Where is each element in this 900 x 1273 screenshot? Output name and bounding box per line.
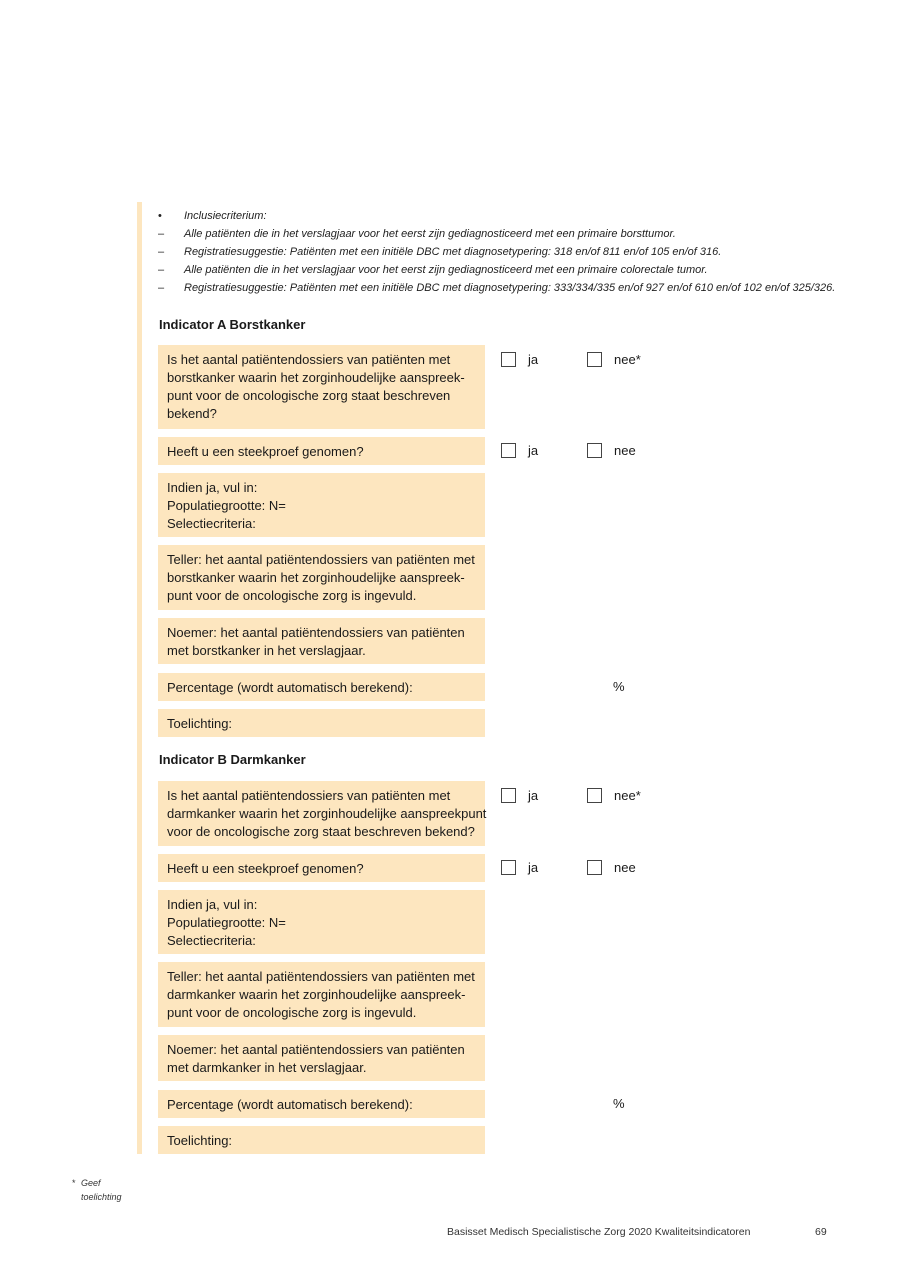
criteria-item bbox=[158, 243, 858, 261]
question-line: met darmkanker in het verslagjaar. bbox=[167, 1060, 367, 1075]
criteria-text: Alle patiënten die in het verslagjaar voor het eerst zijn gediagnosticeerd met een primaire colorectale tumor. bbox=[184, 264, 708, 276]
indicator-a-title: Indicator A Borstkanker bbox=[159, 317, 306, 332]
question-line: Teller: het aantal patiëntendossiers van patiënten met bbox=[167, 969, 475, 984]
checkbox-no[interactable] bbox=[587, 443, 602, 458]
question-line: Indien ja, vul in: bbox=[167, 897, 258, 912]
bullet: – bbox=[158, 282, 165, 294]
indicator-b-numerator bbox=[158, 962, 485, 1027]
question-line: punt voor de oncologische zorg is ingevuld. bbox=[167, 1005, 417, 1020]
indicator-b-percentage bbox=[158, 1090, 485, 1118]
criteria-text: Registratiesuggestie: Patiënten met een initiële DBC met diagnosetypering: 333/334/335 en/of 927 en/of 610 en/of 102 en/of 325/326. bbox=[184, 282, 836, 294]
criteria-text: Alle patiënten die in het verslagjaar voor het eerst zijn gediagnosticeerd met een primaire borsttumor. bbox=[184, 228, 676, 240]
question-line: Indien ja, vul in: bbox=[167, 480, 258, 495]
footnote-mark: * bbox=[72, 1178, 76, 1188]
criteria-item bbox=[158, 207, 858, 225]
indicator-b-q1-no-option[interactable] bbox=[587, 788, 641, 803]
bullet: – bbox=[158, 246, 165, 258]
question-line: Percentage (wordt automatisch berekend): bbox=[167, 680, 413, 695]
indicator-a-q1-no-option[interactable] bbox=[587, 352, 641, 367]
checkbox-yes[interactable] bbox=[501, 443, 516, 458]
indicator-a-q1-yes-option[interactable] bbox=[501, 352, 538, 367]
indicator-a-population-input[interactable] bbox=[158, 473, 485, 537]
indicator-a-q2-no-option[interactable] bbox=[587, 443, 636, 458]
checkbox-no[interactable] bbox=[587, 352, 602, 367]
option-label: ja bbox=[528, 860, 539, 875]
question-line: Selectiecriteria: bbox=[167, 516, 256, 531]
inclusion-criteria bbox=[158, 207, 858, 297]
footer-title: Basisset Medisch Specialistische Zorg 2020 Kwaliteitsindicatoren bbox=[447, 1226, 751, 1238]
indicator-b-title: Indicator B Darmkanker bbox=[159, 752, 306, 767]
question-line: borstkanker waarin het zorginhoudelijke aanspreek- bbox=[167, 570, 465, 585]
option-label: ja bbox=[528, 443, 539, 458]
question-line: Is het aantal patiëntendossiers van patiënten met bbox=[167, 352, 451, 367]
indicator-b-population-input[interactable] bbox=[158, 890, 485, 954]
question-line: voor de oncologische zorg staat beschreven bekend? bbox=[167, 824, 475, 839]
question-line: Noemer: het aantal patiëntendossiers van patiënten bbox=[167, 625, 465, 640]
indicator-b-q1-yes-option[interactable] bbox=[501, 788, 538, 803]
question-line: Toelichting: bbox=[167, 1133, 233, 1148]
option-label: nee* bbox=[614, 788, 641, 803]
option-label: ja bbox=[528, 352, 539, 367]
question-line: Percentage (wordt automatisch berekend): bbox=[167, 1097, 413, 1112]
checkbox-yes[interactable] bbox=[501, 788, 516, 803]
question-line: Heeft u een steekproef genomen? bbox=[167, 444, 364, 459]
indicator-a-percent-sign: % bbox=[613, 679, 625, 694]
checkbox-yes[interactable] bbox=[501, 860, 516, 875]
indicator-b-question-dossier bbox=[158, 781, 485, 846]
checkbox-no[interactable] bbox=[587, 788, 602, 803]
question-line: bekend? bbox=[167, 406, 217, 421]
indicator-a-question-sample bbox=[158, 437, 485, 465]
question-line: Populatiegrootte: N= bbox=[167, 498, 286, 513]
indicator-a-denominator bbox=[158, 618, 485, 664]
sidebar-accent-bar bbox=[137, 202, 142, 1154]
question-line: punt voor de oncologische zorg staat beschreven bbox=[167, 388, 451, 403]
indicator-b-question-sample bbox=[158, 854, 485, 882]
indicator-b-q2-yes-option[interactable] bbox=[501, 860, 538, 875]
indicator-a-q2-yes-option[interactable] bbox=[501, 443, 538, 458]
criteria-item bbox=[158, 261, 858, 279]
question-line: Teller: het aantal patiëntendossiers van patiënten met bbox=[167, 552, 475, 567]
question-line: Noemer: het aantal patiëntendossiers van patiënten bbox=[167, 1042, 465, 1057]
question-line: darmkanker waarin het zorginhoudelijke aanspreek- bbox=[167, 987, 466, 1002]
question-line: Heeft u een steekproef genomen? bbox=[167, 861, 364, 876]
question-line: borstkanker waarin het zorginhoudelijke aanspreek- bbox=[167, 370, 465, 385]
page-number: 69 bbox=[815, 1226, 827, 1238]
indicator-b-percent-sign: % bbox=[613, 1096, 625, 1111]
option-label: ja bbox=[528, 788, 539, 803]
checkbox-no[interactable] bbox=[587, 860, 602, 875]
question-line: Populatiegrootte: N= bbox=[167, 915, 286, 930]
question-line: Is het aantal patiëntendossiers van patiënten met bbox=[167, 788, 451, 803]
question-line: darmkanker waarin het zorginhoudelijke aanspreekpunt bbox=[167, 806, 487, 821]
indicator-a-percentage bbox=[158, 673, 485, 701]
criteria-text: Registratiesuggestie: Patiënten met een initiële DBC met diagnosetypering: 318 en/of 811 en/of 105 en/of 316. bbox=[184, 246, 722, 258]
indicator-a-explanation[interactable] bbox=[158, 709, 485, 737]
question-line: punt voor de oncologische zorg is ingevuld. bbox=[167, 588, 417, 603]
question-line: Selectiecriteria: bbox=[167, 933, 256, 948]
criteria-item bbox=[158, 279, 858, 297]
criteria-text: Inclusiecriterium: bbox=[184, 210, 267, 222]
indicator-b-denominator bbox=[158, 1035, 485, 1081]
indicator-a-question-dossier bbox=[158, 345, 485, 429]
indicator-a-numerator bbox=[158, 545, 485, 610]
indicator-b-explanation[interactable] bbox=[158, 1126, 485, 1154]
bullet: • bbox=[158, 210, 162, 222]
indicator-b-q2-no-option[interactable] bbox=[587, 860, 636, 875]
bullet: – bbox=[158, 228, 165, 240]
option-label: nee bbox=[614, 860, 636, 875]
checkbox-yes[interactable] bbox=[501, 352, 516, 367]
question-line: met borstkanker in het verslagjaar. bbox=[167, 643, 366, 658]
criteria-item bbox=[158, 225, 858, 243]
question-line: Toelichting: bbox=[167, 716, 233, 731]
option-label: nee bbox=[614, 443, 636, 458]
option-label: nee* bbox=[614, 352, 641, 367]
footnote-text: Geef toelichting bbox=[81, 1178, 122, 1202]
bullet: – bbox=[158, 264, 165, 276]
